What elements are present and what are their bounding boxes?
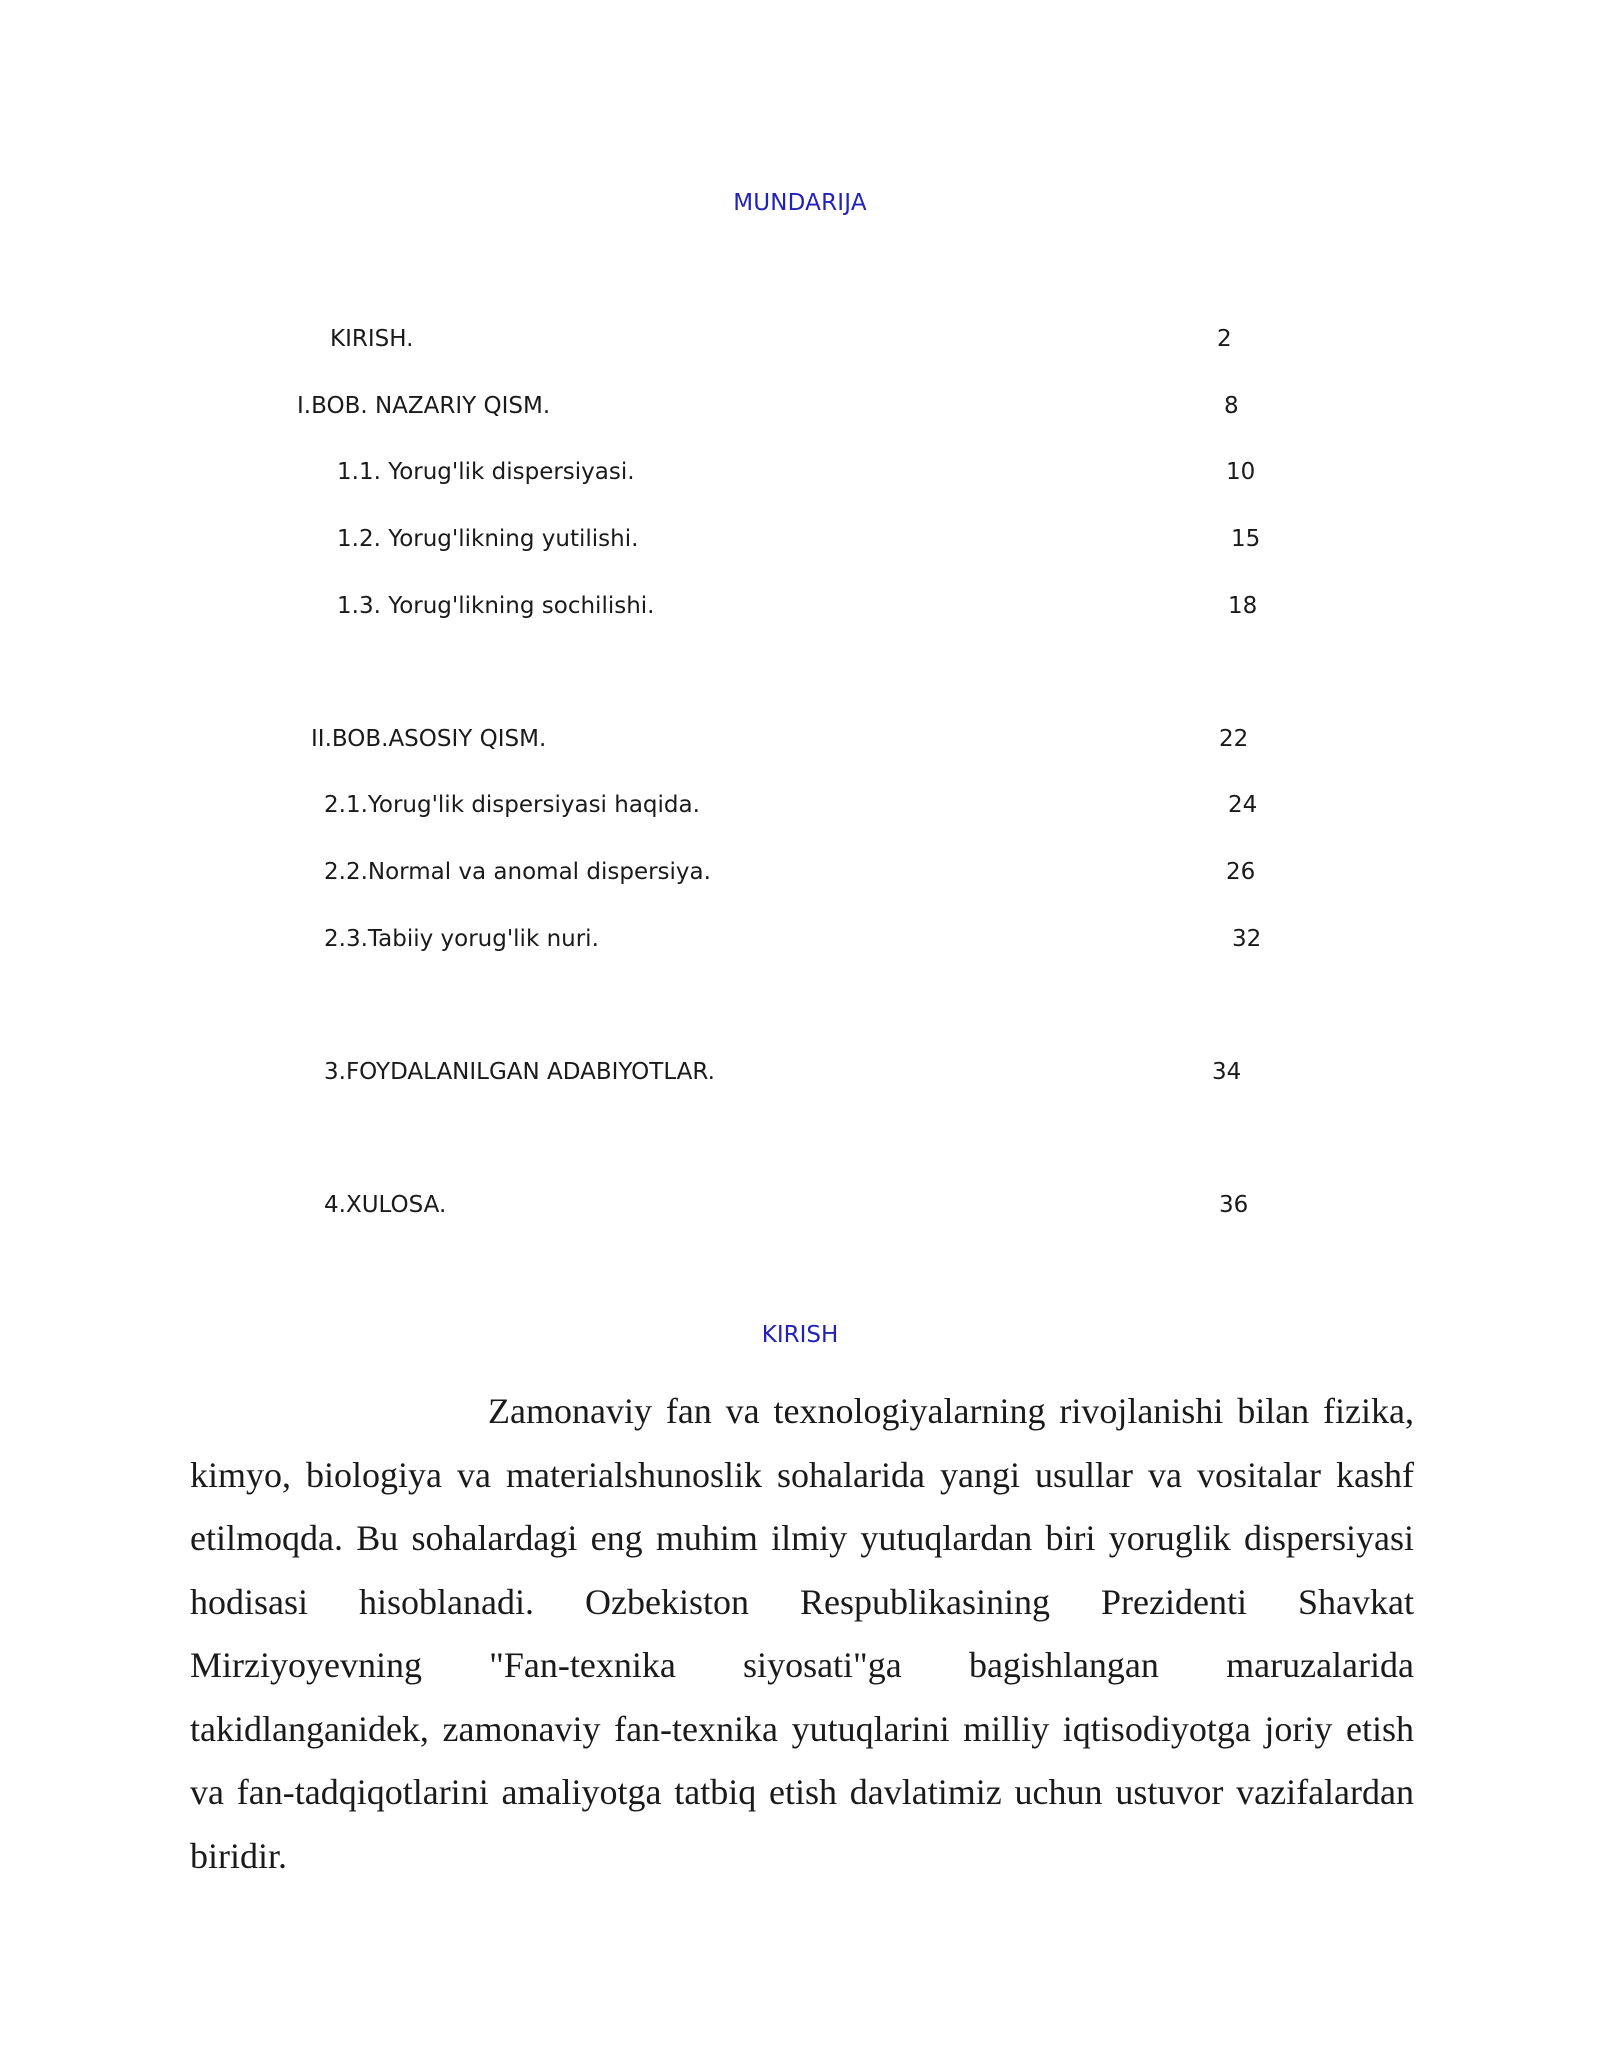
intro-paragraph: Zamonaviy fan va texnologiyalarning rivojlanishi bilan fizika, kimyo, biologiya va materialshunoslik sohalarida yangi usullar va vositalar kashf etilmoqda. Bu sohalardagi eng muhim ilmiy yutuqlardan biri yoruglik dispersiyasi hodisasi hisoblanadi. Ozbekiston Respublikasining Prezidenti Shavkat Mirziyoyevning "Fan-texnika siyosati"ga bagishlangan maruzalarida takidlanganidek, zamonaviy fan-texnika yutuqlarini milliy iqtisodiyotga joriy etish va fan-tadqiqotlarini amaliyotga tatbiq etish davlatimiz uchun ustuvor vazifalardan biridir. <box>190 1391 1414 1876</box>
toc-entry-label: 4.XULOSA. <box>324 1192 447 1218</box>
toc-entry-page: 24 <box>1228 792 1258 818</box>
toc-entry-page: 22 <box>1219 726 1249 752</box>
toc-entry-page: 10 <box>1226 459 1256 485</box>
toc-entry-label: I.BOB. NAZARIY QISM. <box>297 393 551 419</box>
toc-entry-page: 36 <box>1219 1192 1249 1218</box>
toc-entry-label: 1.3. Yorug'likning sochilishi. <box>337 593 655 619</box>
toc-entry-label: KIRISH. <box>330 326 414 352</box>
toc-entry-label: 2.3.Tabiiy yorug'lik nuri. <box>324 926 599 952</box>
toc-entry-page: 32 <box>1232 926 1262 952</box>
toc-entry-page: 8 <box>1224 393 1239 419</box>
toc-entry-page: 15 <box>1231 526 1261 552</box>
toc-entry-page: 34 <box>1212 1059 1242 1085</box>
toc-entry-page: 26 <box>1226 859 1256 885</box>
toc-entry-label: 2.2.Normal va anomal dispersiya. <box>324 859 711 885</box>
toc-entry-page: 2 <box>1217 326 1232 352</box>
toc-entry-label: 1.1. Yorug'lik dispersiyasi. <box>337 459 635 485</box>
intro-heading: KIRISH <box>761 1322 839 1348</box>
toc-entry-page: 18 <box>1228 593 1258 619</box>
toc-entry-label: II.BOB.ASOSIY QISM. <box>311 726 547 752</box>
toc-entry-label: 2.1.Yorug'lik dispersiyasi haqida. <box>324 792 700 818</box>
toc-entry-label: 3.FOYDALANILGAN ADABIYOTLAR. <box>324 1059 715 1085</box>
toc-heading: MUNDARIJA <box>733 190 867 216</box>
toc-entry-label: 1.2. Yorug'likning yutilishi. <box>337 526 639 552</box>
